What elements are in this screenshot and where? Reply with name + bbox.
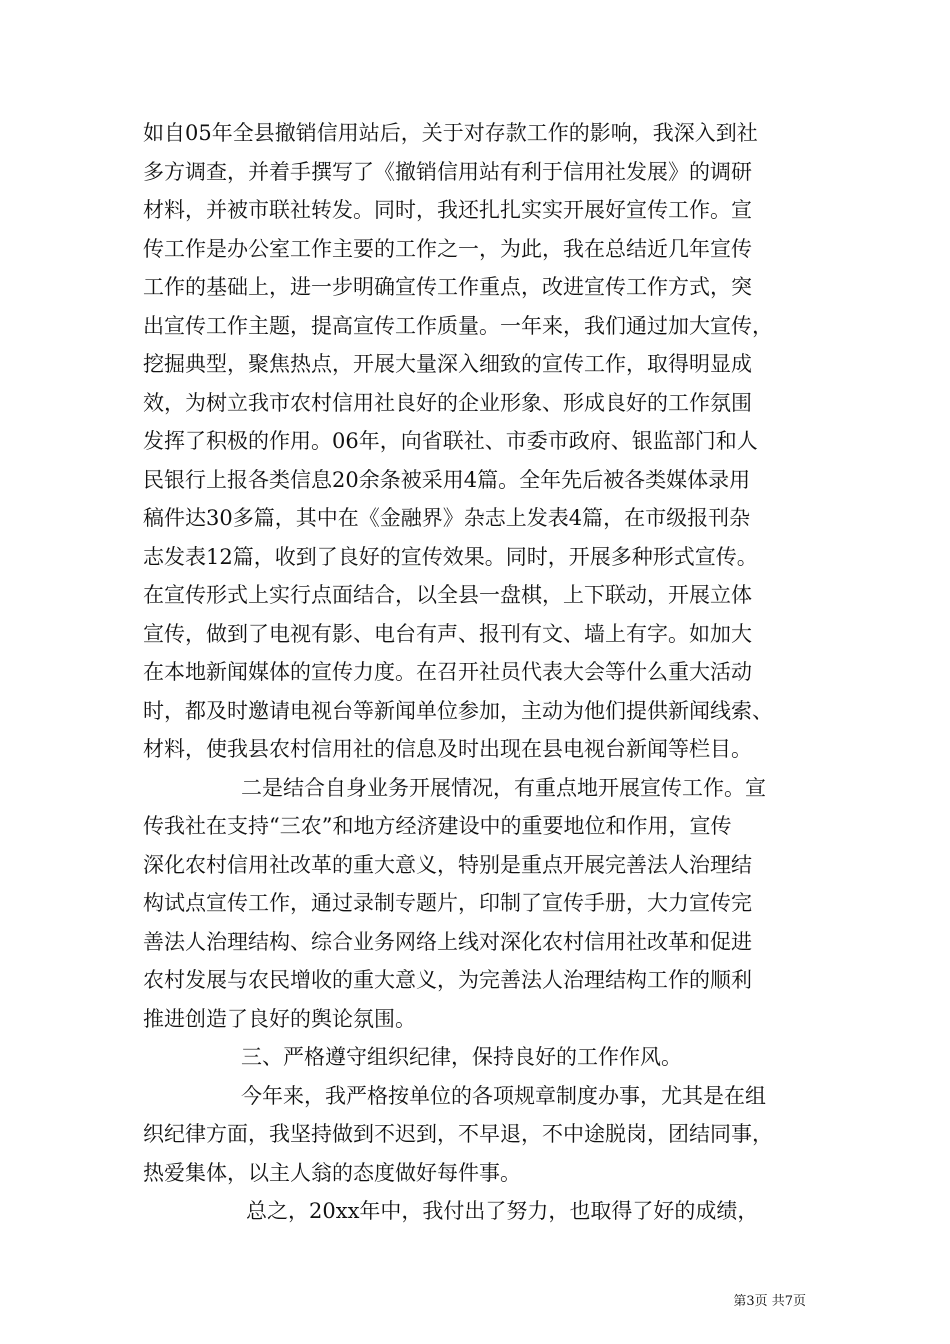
text-line: 工作的基础上，进一步明确宣传工作重点，改进宣传工作方式，突 xyxy=(143,275,752,299)
text-line: 志发表12篇，收到了良好的宣传效果。同时，开展多种形式宣传。 xyxy=(143,544,758,569)
paragraph-start-line: 总之，20xx年中，我付出了努力，也取得了好的成绩， xyxy=(246,1199,759,1223)
text-line: 如自05年全县撤销信用站后，关于对存款工作的影响，我深入到社 xyxy=(143,121,758,145)
text-line: 材料，使我县农村信用社的信息及时出现在县电视台新闻等栏目。 xyxy=(143,737,752,761)
paragraph-start-line: 二是结合自身业务开展情况，有重点地开展宣传工作。宣 xyxy=(241,775,766,800)
text-line: 出宣传工作主题，提高宣传工作质量。一年来，我们通过加大宣传， xyxy=(143,313,773,338)
text-line: 材料，并被市联社转发。同时，我还扎扎实实开展好宣传工作。宣 xyxy=(143,198,752,222)
text-line: 传工作是办公室工作主要的工作之一，为此，我在总结近几年宣传 xyxy=(143,236,752,261)
body-text xyxy=(143,114,828,1231)
text-line: 效，为树立我市农村信用社良好的企业形象、形成良好的工作氛围 xyxy=(143,390,752,415)
page-number: 第3页 共7页 xyxy=(733,1294,806,1309)
text-line: 宣传，做到了电视有影、电台有声、报刊有文、墙上有字。如加大 xyxy=(143,621,752,646)
text-line: 挖掘典型，聚焦热点，开展大量深入细致的宣传工作，取得明显成 xyxy=(143,352,752,376)
text-line: 传我社在支持“三农”和地方经济建设中的重要地位和作用，宣传 xyxy=(143,814,732,838)
text-line: 时，都及时邀请电视台等新闻单位参加，主动为他们提供新闻线索、 xyxy=(143,698,773,723)
text-line: 发挥了积极的作用。06年，向省联社、市委市政府、银监部门和人 xyxy=(143,429,758,453)
text-line: 构试点宣传工作，通过录制专题片，印制了宣传手册，大力宣传完 xyxy=(143,891,752,915)
text-line: 深化农村信用社改革的重大意义，特别是重点开展完善法人治理结 xyxy=(143,852,752,877)
text-line: 在本地新闻媒体的宣传力度。在召开社员代表大会等什么重大活动 xyxy=(143,660,752,684)
text-line: 织纪律方面，我坚持做到不迟到，不早退，不中途脱岗，团结同事， xyxy=(143,1122,773,1146)
text-line: 稿件达30多篇，其中在《金融界》杂志上发表4篇，在市级报刊杂 xyxy=(143,506,751,530)
section-heading: 三、严格遵守组织纪律，保持良好的工作作风。 xyxy=(241,1045,682,1069)
text-line: 善法人治理结构、综合业务网络上线对深化农村信用社改革和促进 xyxy=(143,929,752,954)
text-line: 热爱集体，以主人翁的态度做好每件事。 xyxy=(143,1160,521,1185)
paragraph-start-line: 今年来，我严格按单位的各项规章制度办事，尤其是在组 xyxy=(241,1083,766,1108)
text-line: 推进创造了良好的舆论氛围。 xyxy=(143,1006,416,1031)
text-line: 在宣传形式上实行点面结合，以全县一盘棋，上下联动，开展立体 xyxy=(143,583,752,607)
text-line: 民银行上报各类信息20余条被采用4篇。全年先后被各类媒体录用 xyxy=(143,467,751,492)
text-line: 农村发展与农民增收的重大意义，为完善法人治理结构工作的顺利 xyxy=(143,968,752,992)
text-line: 多方调查，并着手撰写了《撤销信用站有利于信用社发展》的调研 xyxy=(143,159,752,184)
